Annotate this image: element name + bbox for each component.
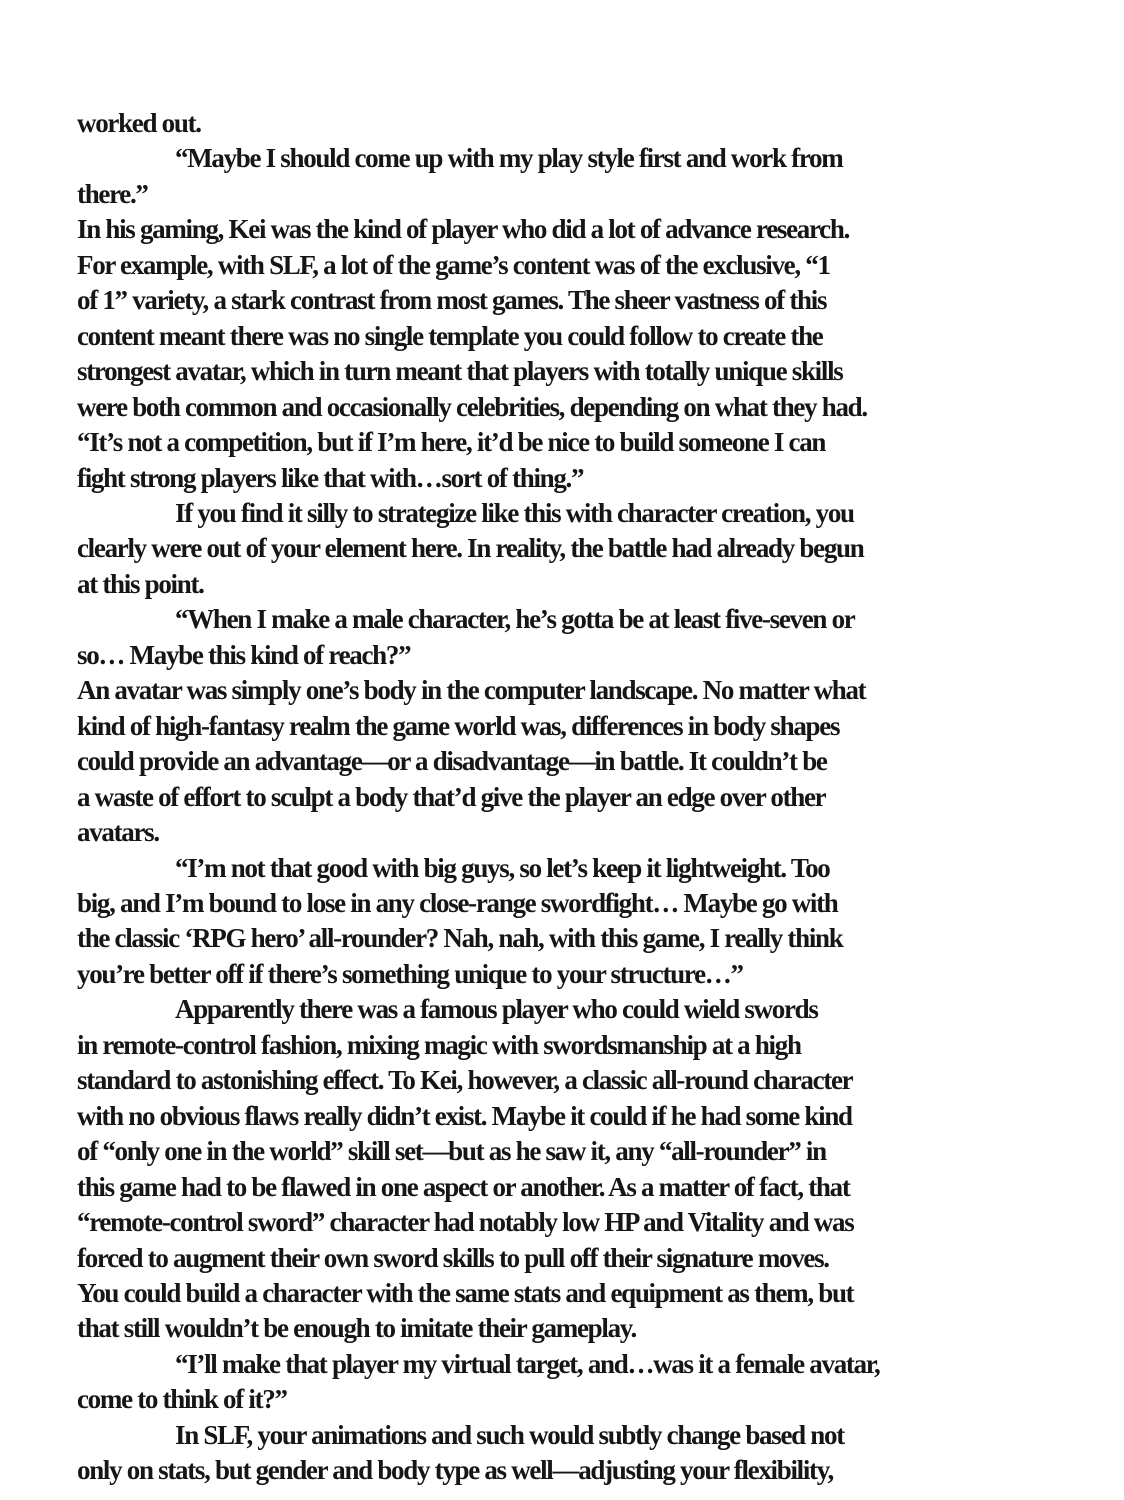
text-line: the classic ‘RPG hero’ all-rounder? Nah, nah, with this game, I really think <box>77 923 843 954</box>
paragraph <box>77 425 1077 496</box>
text-line: “When I make a male character, he’s gotta be at least five-seven or <box>175 604 855 635</box>
text-line: of 1” variety, a stark contrast from most games. The sheer vastness of this <box>77 285 827 316</box>
paragraph <box>77 141 1077 212</box>
text-line: “It’s not a competition, but if I’m here, it’d be nice to build someone I can <box>77 427 826 458</box>
text-line: An avatar was simply one’s body in the computer landscape. No matter what <box>77 675 866 706</box>
paragraph <box>77 992 1077 1347</box>
text-line: at this point. <box>77 568 204 599</box>
text-line: this game had to be flawed in one aspect or another. As a matter of fact, that <box>77 1171 850 1202</box>
text-line: In his gaming, Kei was the kind of player who did a lot of advance research. <box>77 214 850 245</box>
text-line: “I’m not that good with big guys, so let’s keep it lightweight. Too <box>175 852 830 883</box>
text-line: In SLF, your animations and such would subtly change based not <box>175 1419 844 1450</box>
text-line: so… Maybe this kind of reach?” <box>77 639 411 670</box>
text-line: only on stats, but gender and body type as well—adjusting your flexibility, <box>77 1455 833 1486</box>
text-line: there.” <box>77 178 148 209</box>
paragraph <box>77 1347 1077 1418</box>
text-line: avatars. <box>77 817 159 848</box>
text-line: You could build a character with the same stats and equipment as them, but <box>77 1277 854 1308</box>
text-line: “Maybe I should come up with my play style first and work from <box>175 143 843 174</box>
text-line: you’re better off if there’s something unique to your structure…” <box>77 958 743 989</box>
text-line: “I’ll make that player my virtual target, and…was it a female avatar, <box>175 1348 880 1379</box>
paragraph <box>77 602 1077 673</box>
text-line: standard to astonishing effect. To Kei, however, a classic all-round character <box>77 1065 853 1096</box>
text-line: forced to augment their own sword skills to pull off their signature moves. <box>77 1242 829 1273</box>
paragraph <box>77 496 1077 602</box>
text-line: that still wouldn’t be enough to imitate their gameplay. <box>77 1313 636 1344</box>
paragraph <box>77 1418 1077 1489</box>
text-line: For example, with SLF, a lot of the game’s content was of the exclusive, “1 <box>77 249 830 280</box>
text-line: come to think of it?” <box>77 1384 287 1415</box>
text-line: kind of high-fantasy realm the game world was, differences in body shapes <box>77 710 840 741</box>
page-text <box>77 106 1077 1489</box>
paragraph <box>77 673 1077 850</box>
text-line: worked out. <box>77 108 201 138</box>
text-line: big, and I’m bound to lose in any close-range swordfight… Maybe go with <box>77 887 838 918</box>
text-line: in remote-control fashion, mixing magic with swordsmanship at a high <box>77 1029 801 1060</box>
text-line: of “only one in the world” skill set—but as he saw it, any “all-rounder” in <box>77 1136 826 1167</box>
text-line: clearly were out of your element here. In reality, the battle had already begun <box>77 533 864 564</box>
paragraph <box>77 106 1077 141</box>
text-line: fight strong players like that with…sort of thing.” <box>77 462 584 493</box>
text-line: If you find it silly to strategize like this with character creation, you <box>175 497 854 528</box>
text-line: “remote-control sword” character had notably low HP and Vitality and was <box>77 1207 854 1238</box>
paragraph <box>77 851 1077 993</box>
text-line: content meant there was no single template you could follow to create the <box>77 320 823 351</box>
text-line: could provide an advantage—or a disadvantage—in battle. It couldn’t be <box>77 746 827 777</box>
text-line: a waste of effort to sculpt a body that’d give the player an edge over other <box>77 781 826 812</box>
text-line: with no obvious flaws really didn’t exist. Maybe it could if he had some kind <box>77 1100 852 1131</box>
text-line: Apparently there was a famous player who could wield swords <box>175 994 818 1025</box>
text-line: were both common and occasionally celebrities, depending on what they had. <box>77 391 867 422</box>
paragraph <box>77 212 1077 425</box>
text-line: strongest avatar, which in turn meant that players with totally unique skills <box>77 356 843 387</box>
